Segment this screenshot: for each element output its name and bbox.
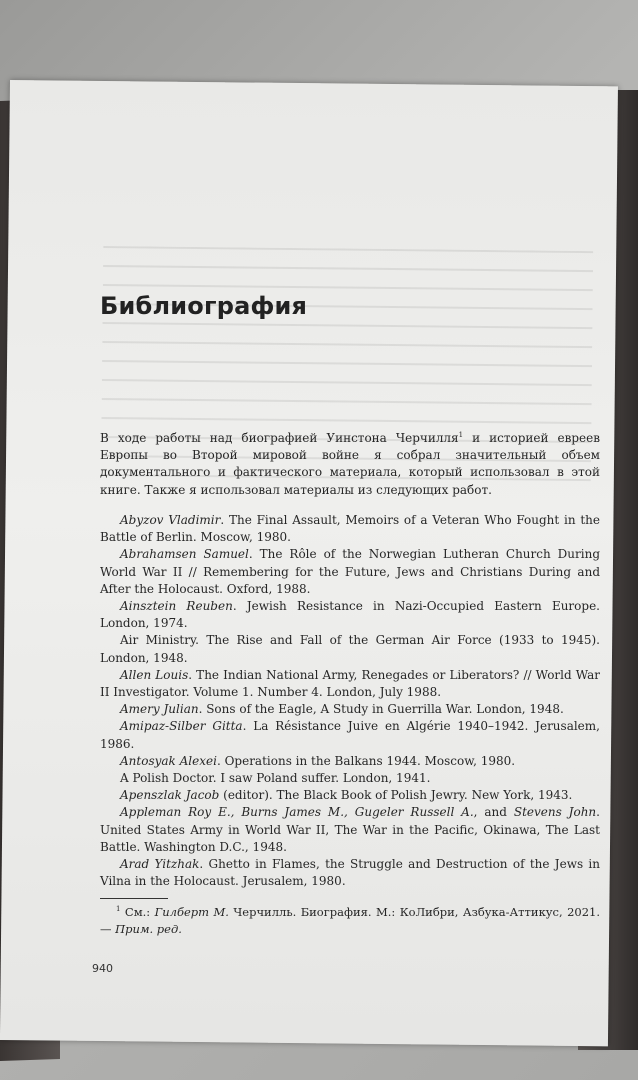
bibliography-entry: [100, 632, 600, 666]
footnote-author: Гилберт М.: [154, 905, 229, 919]
entry-text: . The Rôle of the Norwegian Lutheran Church During World War II // Remembering for the Future, Jews and Christians During and After the Holocaust. Oxford, 1988.: [100, 547, 601, 596]
entry-author: Amery Julian: [120, 702, 199, 717]
entry-author: Apenszlak Jacob: [120, 788, 220, 803]
entry-author: Appleman Roy E., Burns James M., Gugeler Russell A.: [120, 805, 474, 820]
bibliography-entry: [100, 718, 600, 752]
intro-paragraph: [100, 430, 600, 499]
entry-text: . Sons of the Eagle, A Study in Guerrilla War. London, 1948.: [198, 702, 564, 717]
bibliography-entry: [100, 753, 600, 770]
footnote: [100, 904, 600, 938]
footnote-see: См.:: [120, 905, 155, 919]
bibliography-entry: [100, 598, 600, 632]
bibliography-entry: [100, 546, 600, 598]
bibliography-list: [100, 512, 600, 890]
bibliography-entry: [100, 770, 600, 787]
entry-text: . Jewish Resistance in Nazi-Occupied Eastern Europe. London, 1974.: [100, 599, 600, 631]
bibliography-entry: [100, 787, 600, 804]
entry-author-second: Stevens John: [513, 805, 597, 820]
entry-author: Abyzov Vladimir: [120, 513, 221, 527]
bibliography-entry: [100, 667, 600, 701]
entry-author: Arad Yitzhak: [120, 857, 200, 872]
entry-text: . The Final Assault, Memoirs of a Veteran Who Fought in the Battle of Berlin. Moscow, 1980.: [100, 513, 600, 545]
footnote-text: Черчилль. Биография. М.: КоЛибри, Азбука-Аттикус, 2021. —: [100, 905, 600, 936]
entry-text: A Polish Doctor. I saw Poland suffer. London, 1941.: [120, 771, 431, 786]
footnote-note: Прим. ред.: [115, 922, 182, 936]
footnote-divider: [100, 898, 168, 899]
page-number: 940: [92, 962, 113, 975]
bibliography-entry: [100, 856, 600, 890]
entry-author: Antosyak Alexei: [120, 753, 217, 768]
entry-author: Allen Louis: [120, 667, 189, 682]
entry-text: . Ghetto in Flames, the Struggle and Destruction of the Jews in Vilna in the Holocaust. Jerusalem, 1980.: [100, 857, 601, 889]
entry-text: , and: [473, 805, 514, 820]
entry-text: . The Indian National Army, Renegades or Liberators? // World War II Investigator. Volume 1. Number 4. London, July 1988.: [100, 667, 600, 700]
entry-text-second: . United States Army in World War II, The War in the Pacific, Okinawa, The Last Battle. Washington D.C., 1948.: [100, 805, 600, 854]
bibliography-entry: [100, 512, 600, 546]
entry-text: Air Ministry. The Rise and Fall of the German Air Force (1933 to 1945). London, 1948.: [100, 633, 600, 665]
bibliography-entry: [100, 701, 600, 718]
entry-author: Abrahamsen Samuel: [120, 547, 249, 562]
intro-text-end: и историей евреев Европы во Второй мировой войне я собрал значительный объем документального и фактического материала, который использовал в этой книге. Также я использовал материалы из следующих работ.: [100, 431, 600, 497]
entry-author: Ainsztein Reuben: [120, 599, 233, 614]
entry-author: Amipaz-Silber Gitta: [120, 719, 243, 734]
footnote-reference: 1: [458, 431, 464, 439]
footnote-number: 1: [116, 905, 121, 914]
entry-text: (editor). The Black Book of Polish Jewry. New York, 1943.: [219, 788, 573, 803]
entry-text: . La Résistance Juive en Algérie 1940–1942. Jerusalem, 1986.: [100, 719, 600, 751]
entry-text: . Operations in the Balkans 1944. Moscow, 1980.: [216, 753, 516, 768]
bibliography-entry: [100, 804, 600, 856]
page-title: Библиография: [100, 292, 308, 320]
intro-text-start: В ходе работы над биографией Уинстона Черчилля: [100, 431, 459, 445]
